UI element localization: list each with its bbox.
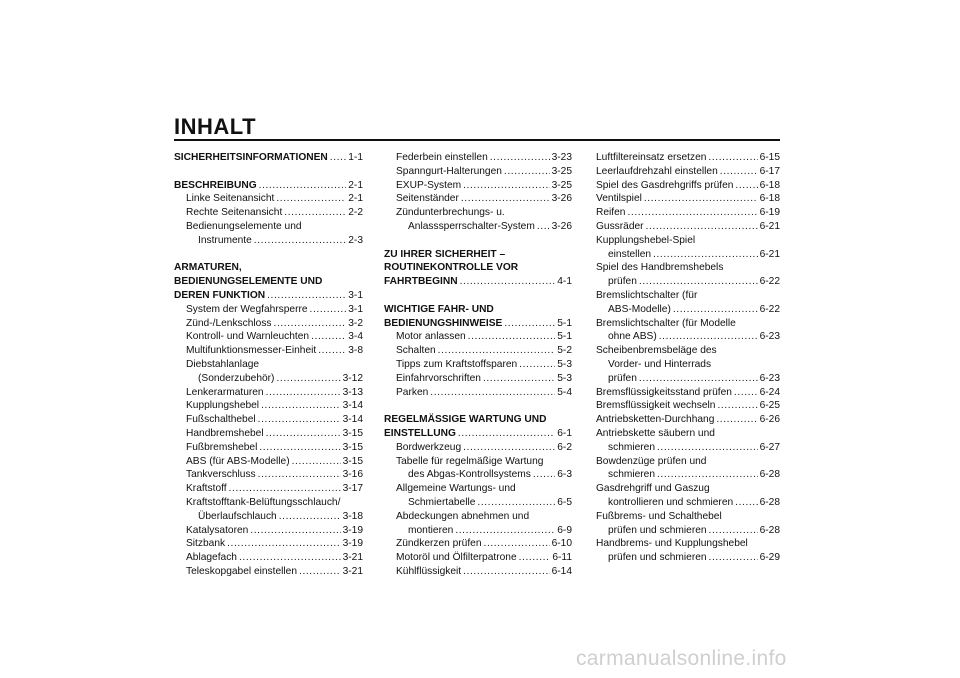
leader-dots [709, 551, 758, 565]
entry-title: Federbein einstellen [396, 152, 488, 163]
toc-entry-line: Handbrems- und Kupplungshebel [596, 538, 748, 550]
entry-title: Zündkerzen prüfen [396, 538, 482, 550]
entry-title: EXUP-System [396, 179, 462, 191]
page-number: 6-27 [759, 441, 780, 453]
entry-title: montieren [408, 524, 454, 536]
leader-dots [519, 358, 555, 372]
entry-title: ohne ABS) [608, 331, 657, 343]
entry-title: Kupplungshebel [186, 400, 260, 412]
toc-entry-line: Scheibenbremsbeläge des [596, 345, 717, 357]
page-number: 3-14 [342, 414, 363, 426]
entry-title: ABS-Modelle) [608, 303, 671, 315]
toc-entry[interactable] [596, 165, 780, 179]
toc-entry[interactable] [174, 386, 363, 400]
leader-dots [310, 303, 347, 317]
toc-entry[interactable] [174, 413, 363, 427]
toc-entry[interactable] [384, 441, 572, 455]
page-number: 6-3 [557, 469, 572, 481]
toc-entry[interactable] [174, 317, 363, 331]
entry-title: Tankverschluss [186, 469, 256, 481]
page-number: 6-18 [759, 179, 780, 191]
entry-title: Instrumente [198, 234, 252, 246]
toc-entry-line: Abdeckungen abnehmen und [396, 510, 530, 522]
entry-title: FAHRTBEGINN [384, 276, 458, 288]
leader-dots [299, 565, 341, 579]
toc-entry[interactable] [596, 551, 780, 565]
page-number: 2-1 [348, 179, 363, 191]
toc-entry-line: Diebstahlanlage [186, 358, 260, 370]
leader-dots [533, 468, 555, 482]
toc-entry[interactable] [174, 330, 363, 344]
entry-title: schmieren [608, 469, 655, 481]
entry-title: Seitenständer [396, 193, 459, 205]
leader-dots [504, 317, 555, 331]
entry-title: prüfen [608, 276, 637, 288]
entry-title: Spanngurt-Halterungen [396, 165, 502, 177]
entry-title: System der Wegfahrsperre [186, 303, 308, 315]
page-number: 3-1 [348, 303, 363, 315]
leader-dots [657, 468, 758, 482]
toc-entry-line: Spiel des Handbremshebels [596, 262, 724, 274]
entry-title: Fußschalthebel [186, 414, 256, 426]
leader-dots [734, 386, 758, 400]
toc-entry[interactable] [384, 386, 572, 400]
entry-title: prüfen und schmieren [608, 524, 707, 536]
page-number: 6-22 [759, 303, 780, 315]
leader-dots [266, 386, 341, 400]
toc-entry[interactable] [384, 551, 572, 565]
entry-title: (Sonderzubehör) [198, 372, 275, 384]
toc-column-1 [174, 151, 363, 579]
page-number: 3-23 [551, 152, 572, 163]
leader-dots [267, 289, 346, 303]
toc-entry[interactable] [174, 372, 363, 386]
entry-title: Schalten [396, 345, 436, 357]
page-title: INHALT [174, 114, 257, 139]
toc-entry[interactable] [596, 413, 780, 427]
toc-entry[interactable] [174, 179, 363, 193]
toc-entry[interactable] [596, 179, 780, 193]
page-number: 3-18 [342, 510, 363, 522]
entry-title: Katalysatoren [186, 524, 249, 536]
entry-title: Multifunktionsmesser-Einheit [186, 345, 317, 357]
entry-title: Kühlflüssigkeit [396, 565, 462, 577]
toc-entry-line: Gasdrehgriff und Gaszug [596, 483, 710, 495]
leader-dots [311, 330, 346, 344]
leader-dots [279, 510, 341, 524]
toc-entry[interactable] [174, 565, 363, 579]
page-number: 3-8 [348, 345, 363, 357]
title-rule [174, 139, 780, 141]
toc-column-2 [384, 151, 572, 579]
leader-dots [716, 413, 757, 427]
entry-title: Bremsflüssigkeitsstand prüfen [596, 386, 732, 398]
entry-title: DEREN FUNKTION [174, 289, 266, 301]
page-number: 3-15 [342, 427, 363, 439]
page-number: 3-13 [342, 386, 363, 398]
page-number: 6-17 [759, 165, 780, 177]
toc-entry-line: Tabelle für regelmäßige Wartung [396, 455, 544, 467]
toc-heading-line: BEDIENUNGSELEMENTE UND [174, 276, 323, 288]
leader-dots [644, 192, 758, 206]
leader-dots [458, 427, 555, 441]
entry-title: Fußbremshebel [186, 441, 258, 453]
toc-entry[interactable] [174, 289, 363, 303]
entry-title: Bremsflüssigkeit wechseln [596, 400, 716, 412]
leader-dots [292, 455, 341, 469]
toc-entry-line: Allgemeine Wartungs- und [396, 483, 516, 495]
toc-entry[interactable] [596, 399, 780, 413]
toc-entry[interactable] [384, 537, 572, 551]
toc-entry[interactable] [384, 358, 572, 372]
entry-title: SICHERHEITSINFORMATIONEN [174, 152, 328, 163]
toc-heading-line: WICHTIGE FAHR- UND [384, 303, 494, 315]
toc-entry-line: Bremslichtschalter (für Modelle [596, 317, 736, 329]
toc-entry[interactable] [174, 482, 363, 496]
leader-dots [258, 413, 341, 427]
toc-entry-line: Vorder- und Hinterrads [608, 358, 712, 370]
page-number: 6-28 [759, 496, 780, 508]
toc-entry[interactable] [596, 303, 780, 317]
leader-dots [720, 165, 758, 179]
leader-dots [709, 524, 758, 538]
page-number: 5-1 [557, 317, 572, 329]
toc-entry[interactable] [596, 192, 780, 206]
entry-title: Luftfiltereinsatz ersetzen [596, 152, 707, 163]
entry-title: Rechte Seitenansicht [186, 207, 283, 219]
page-number: 6-2 [557, 441, 572, 453]
leader-dots [653, 248, 758, 262]
page-number: 6-15 [759, 152, 780, 163]
toc-entry[interactable] [596, 330, 780, 344]
toc-entry[interactable] [384, 330, 572, 344]
entry-title: Reifen [596, 207, 626, 219]
toc-entry-line: Kupplungshebel-Spiel [596, 234, 696, 246]
leader-dots [438, 344, 556, 358]
leader-dots [717, 399, 757, 413]
entry-title: Spiel des Gasdrehgriffs prüfen [596, 179, 734, 191]
entry-title: BEDIENUNGSHINWEISE [384, 317, 503, 329]
leader-dots [227, 537, 341, 551]
entry-title: Schmiertabelle [408, 496, 476, 508]
page-number: 3-16 [342, 469, 363, 481]
toc-entry[interactable] [174, 537, 363, 551]
page-number: 6-19 [759, 207, 780, 219]
page-number: 3-25 [551, 165, 572, 177]
leader-dots [519, 551, 551, 565]
entry-title: prüfen und schmieren [608, 552, 707, 564]
entry-title: Motoröl und Ölfilterpatrone [396, 552, 517, 564]
entry-title: Tipps zum Kraftstoffsparen [396, 358, 518, 370]
leader-dots [250, 524, 340, 538]
toc-entry[interactable] [174, 427, 363, 441]
page-number: 6-23 [759, 331, 780, 343]
toc-entry-line: Kraftstofftank-Belüftungsschlauch/ [186, 496, 341, 508]
entry-title: Sitzbank [186, 538, 226, 550]
toc-entry-line: Bowdenzüge prüfen und [596, 455, 707, 467]
entry-title: EINSTELLUNG [384, 427, 456, 439]
entry-title: Kontroll- und Warnleuchten [186, 331, 310, 343]
page-number: 3-21 [342, 565, 363, 577]
page-number: 5-3 [557, 372, 572, 384]
toc-entry[interactable] [384, 468, 572, 482]
leader-dots [504, 165, 550, 179]
page-number: 6-5 [557, 496, 572, 508]
toc-heading-line: ARMATUREN, [174, 262, 242, 274]
toc-entry[interactable] [384, 179, 572, 193]
leader-dots [627, 206, 757, 220]
entry-title: Lenkerarmaturen [186, 386, 264, 398]
leader-dots [646, 220, 758, 234]
page-number: 6-28 [759, 524, 780, 536]
page-number: 5-1 [557, 331, 572, 343]
toc-entry-line: Bedienungselemente und [186, 220, 302, 232]
leader-dots [284, 206, 346, 220]
toc-entry[interactable] [596, 386, 780, 400]
toc-entry-line: Fußbrems- und Schalthebel [596, 510, 722, 522]
page-number: 3-12 [342, 372, 363, 384]
toc-entry[interactable] [174, 468, 363, 482]
entry-title: kontrollieren und schmieren [608, 496, 734, 508]
page-number: 3-25 [551, 179, 572, 191]
leader-dots [229, 482, 341, 496]
entry-title: Einfahrvorschriften [396, 372, 481, 384]
leader-dots [659, 330, 758, 344]
entry-title: Zünd-/Lenkschloss [186, 317, 272, 329]
leader-dots [261, 399, 341, 413]
toc-entry[interactable] [174, 399, 363, 413]
leader-dots [330, 151, 347, 165]
toc-entry[interactable] [596, 206, 780, 220]
leader-dots [463, 441, 555, 455]
leader-dots [318, 344, 346, 358]
toc-entry[interactable] [384, 275, 572, 289]
toc-entry[interactable] [174, 455, 363, 469]
entry-title: Bordwerkzeug [396, 441, 462, 453]
page-number: 6-23 [759, 372, 780, 384]
page-number: 6-10 [551, 538, 572, 550]
entry-title: Motor anlassen [396, 331, 466, 343]
toc-entry[interactable] [596, 441, 780, 455]
leader-dots [430, 386, 555, 400]
entry-title: einstellen [608, 248, 652, 260]
entry-title: Handbremshebel [186, 427, 264, 439]
page-number: 6-26 [759, 414, 780, 426]
toc-entry[interactable] [596, 372, 780, 386]
page-number: 6-1 [557, 427, 572, 439]
entry-title: Ablagefach [186, 552, 237, 564]
toc-entry[interactable] [596, 275, 780, 289]
page-number: 3-15 [342, 441, 363, 453]
toc-entry[interactable] [174, 441, 363, 455]
leader-dots [276, 372, 340, 386]
entry-title: prüfen [608, 372, 637, 384]
page-number: 6-22 [759, 276, 780, 288]
toc-entry[interactable] [384, 344, 572, 358]
toc-entry[interactable] [174, 344, 363, 358]
entry-title: Leerlaufdrehzahl einstellen [596, 165, 718, 177]
page-number: 6-9 [557, 524, 572, 536]
page-number: 6-24 [759, 386, 780, 398]
leader-dots [266, 427, 341, 441]
toc-entry[interactable] [596, 496, 780, 510]
leader-dots [537, 220, 550, 234]
entry-title: schmieren [608, 441, 655, 453]
toc-entry[interactable] [174, 303, 363, 317]
page-number: 3-15 [342, 455, 363, 467]
leader-dots [735, 179, 757, 193]
watermark: carmanualsonline.info [576, 647, 787, 670]
leader-dots [276, 192, 346, 206]
page-number: 6-29 [759, 552, 780, 564]
toc-entry[interactable] [174, 206, 363, 220]
leader-dots [254, 234, 346, 248]
page-number: 6-18 [759, 193, 780, 205]
toc-entry[interactable] [596, 151, 780, 165]
leader-dots [483, 372, 555, 386]
entry-title: BESCHREIBUNG [174, 179, 257, 191]
entry-title: Antriebsketten-Durchhang [596, 414, 715, 426]
toc-entry-line: Zündunterbrechungs- u. [396, 207, 505, 219]
page-number: 6-25 [759, 400, 780, 412]
leader-dots [259, 441, 340, 455]
page-number: 3-4 [348, 331, 363, 343]
toc-entry-line: Antriebskette säubern und [596, 427, 715, 439]
leader-dots [468, 330, 556, 344]
toc-entry[interactable] [384, 524, 572, 538]
page-number: 3-14 [342, 400, 363, 412]
page-number: 5-3 [557, 358, 572, 370]
toc-entry[interactable] [384, 317, 572, 331]
page-number: 6-21 [759, 220, 780, 232]
page-number: 3-21 [342, 552, 363, 564]
page-number: 2-3 [348, 234, 363, 246]
page-number: 6-21 [759, 248, 780, 260]
leader-dots [639, 372, 758, 386]
leader-dots [490, 151, 550, 165]
toc-entry[interactable] [174, 551, 363, 565]
toc-entry-line: Bremslichtschalter (für [596, 289, 698, 301]
page-number: 2-1 [348, 193, 363, 205]
entry-title: Gussräder [596, 220, 644, 232]
page-number: 3-26 [551, 193, 572, 205]
toc-entry[interactable] [384, 192, 572, 206]
leader-dots [460, 275, 556, 289]
entry-title: ABS (für ABS-Modelle) [186, 455, 290, 467]
leader-dots [259, 179, 347, 193]
toc-entry[interactable] [596, 248, 780, 262]
entry-title: Kraftstoff [186, 483, 227, 495]
leader-dots [735, 496, 757, 510]
entry-title: Ventilspiel [596, 193, 642, 205]
toc-entry[interactable] [174, 192, 363, 206]
leader-dots [463, 565, 549, 579]
toc-heading-line: ZU IHRER SICHERHEIT – [384, 248, 506, 260]
page-number: 3-26 [551, 220, 572, 232]
toc-entry[interactable] [174, 524, 363, 538]
page-number: 3-2 [348, 317, 363, 329]
leader-dots [274, 317, 347, 331]
page-number: 5-2 [557, 345, 572, 357]
toc-entry[interactable] [174, 234, 363, 248]
page-number: 6-14 [551, 565, 572, 577]
toc-entry[interactable] [384, 165, 572, 179]
toc-entry[interactable] [596, 468, 780, 482]
leader-dots [477, 496, 555, 510]
toc-entry[interactable] [174, 151, 363, 165]
leader-dots [484, 537, 550, 551]
leader-dots [258, 468, 341, 482]
page-number: 6-11 [552, 552, 572, 564]
leader-dots [461, 192, 550, 206]
leader-dots [463, 179, 550, 193]
page-number: 3-19 [342, 524, 363, 536]
leader-dots [455, 524, 555, 538]
page-number: 1-1 [348, 152, 363, 163]
page-number: 4-1 [557, 276, 572, 288]
page-number: 3-1 [348, 289, 363, 301]
toc-heading-line: REGELMÄSSIGE WARTUNG UND [384, 414, 547, 426]
page-number: 5-4 [557, 386, 572, 398]
leader-dots [708, 151, 757, 165]
toc-entry[interactable] [384, 220, 572, 234]
toc-entry[interactable] [596, 524, 780, 538]
entry-title: Überlaufschlauch [198, 510, 277, 522]
toc-entry[interactable] [384, 372, 572, 386]
toc-column-3 [596, 151, 780, 565]
toc-entry[interactable] [596, 220, 780, 234]
toc-entry[interactable] [384, 496, 572, 510]
page-number: 3-19 [342, 538, 363, 550]
toc-entry[interactable] [384, 151, 572, 165]
entry-title: Linke Seitenansicht [186, 193, 275, 205]
toc-entry[interactable] [384, 565, 572, 579]
leader-dots [639, 275, 758, 289]
leader-dots [657, 441, 758, 455]
page-number: 6-28 [759, 469, 780, 481]
toc-entry[interactable] [174, 510, 363, 524]
entry-title: Teleskopgabel einstellen [186, 565, 298, 577]
entry-title: Parken [396, 386, 429, 398]
page-number: 3-17 [342, 483, 363, 495]
toc-heading-line: ROUTINEKONTROLLE VOR [384, 262, 519, 274]
entry-title: Anlasssperrschalter-System [408, 220, 535, 232]
toc-entry[interactable] [384, 427, 572, 441]
leader-dots [673, 303, 758, 317]
page-number: 2-2 [348, 207, 363, 219]
leader-dots [239, 551, 341, 565]
entry-title: des Abgas-Kontrollsystems [408, 469, 531, 481]
